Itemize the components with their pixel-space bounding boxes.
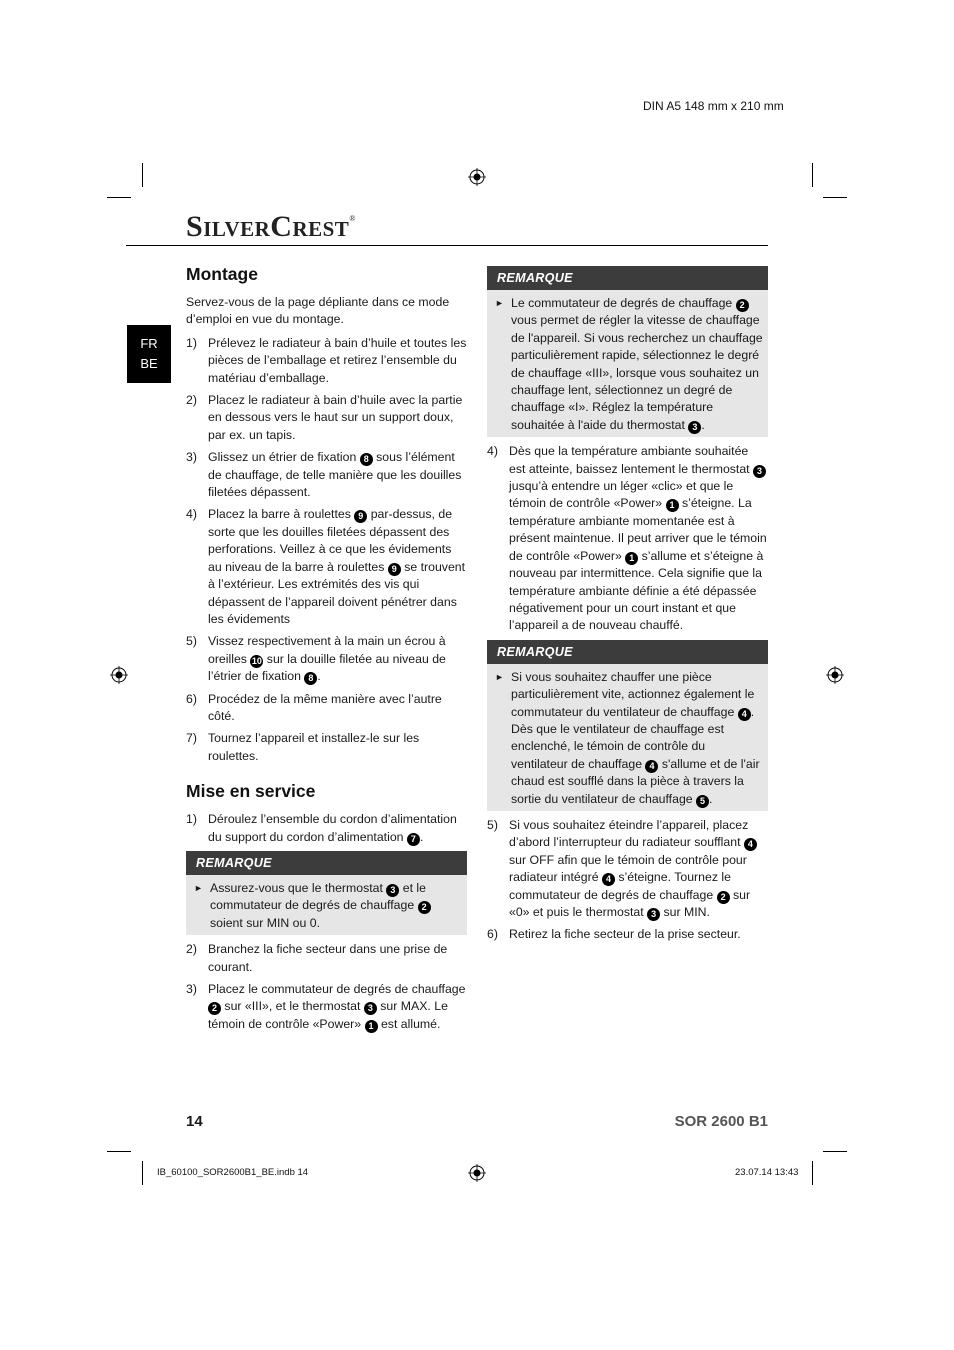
part-number-badge: 10 [251,655,262,666]
part-number-badge: 3 [364,1002,377,1015]
part-number-badge: 4 [645,760,658,773]
list-item: 3) Placez le commutateur de degrés de chauffage 2 sur «III», et le thermostat 3 sur MAX. Le témoin de contrôle «Power» 1 est allumé. [186,982,466,1031]
part-number-badge: 3 [647,908,660,921]
right-steps-b [487,817,768,944]
note-box: REMARQUE ► Assurez-vous que le thermostat 3 et le commutateur de degrés de chauffage 2 soient sur MIN ou 0. [186,851,467,935]
note-box: REMARQUE ► Si vous souhaitez chauffer une pièce particulièrement vite, actionnez également le commutateur du ventilateur de chauffage 4 . Dès que le ventilateur de chauffage est enclenché, le témoin de contrôle du ventilateur de chauffage 4 s'allume et de l'air chaud est soufflé dans la pièce à travers la sortie du ventilateur de chauffage 5 . [487,640,768,811]
part-number-badge: 2 [736,299,749,312]
crop-mark [142,163,143,187]
header-rule [126,245,768,246]
print-date-time: 23.07.14 13:43 [735,1167,799,1178]
montage-steps [186,335,467,765]
crop-mark [107,1151,131,1152]
language-tab [127,325,171,383]
note-heading: REMARQUE [487,640,768,664]
right-steps-a [487,443,768,634]
crop-mark [812,163,813,187]
part-number-badge: 1 [365,1020,378,1033]
note-heading: REMARQUE [487,266,768,290]
service-steps-continued [186,941,467,1033]
crop-mark [812,1161,813,1185]
registration-mark-icon [468,1164,486,1182]
part-number-badge: 7 [407,833,420,846]
language-code-fr: FR [140,336,158,351]
list-item: 1) Déroulez l’ensemble du cordon d’alimentation du support du cordon d’alimentation 7 . [186,812,457,844]
montage-intro: Servez-vous de la page dépliante dans ce mode d’emploi en vue du montage. [186,295,450,327]
part-number-badge: 2 [717,891,730,904]
file-name: IB_60100_SOR2600B1_BE.indb 14 [157,1167,309,1178]
crop-mark [107,197,131,198]
service-steps [186,811,467,846]
part-number-badge: 2 [418,901,431,914]
list-item: 7) Tournez l’appareil et installez-le sur les roulettes. [186,731,420,763]
list-item: 3) Glissez un étrier de fixation 8 sous l’élément de chauffage, de telle manière que les douilles filetées dépassent. [186,450,462,500]
part-number-badge: 3 [688,421,701,434]
part-number-badge: 1 [666,499,679,512]
list-item: 5) Vissez respectivement à la main un écrou à oreilles 10 sur la douille filetée au niveau de l’étrier de fixation 8 . [186,634,446,684]
part-number-badge: 2 [208,1002,221,1015]
registration-mark-icon [468,168,486,186]
page-number: 14 [186,1113,203,1130]
list-item: 6) Procédez de la même manière avec l’autre côté. [186,691,442,723]
note-box: REMARQUE ► Le commutateur de degrés de chauffage 2 vous permet de régler la vitesse de chauffage de l'appareil. Si vous recherchez un chauffage particulièrement rapide, sélectionnez le degré de chauffage «III», lorsque vous souhaitez un chauffage lent, sélectionnez un degré de chauffage «I». Réglez la température souhaitée à l'aide du thermostat 3 . [487,266,768,437]
left-column [186,262,467,1038]
note-heading: REMARQUE [186,851,467,875]
list-item: 2) Branchez la fiche secteur dans une prise de courant. [186,942,448,974]
list-item: 2) Placez le radiateur à bain d’huile avec la partie en dessous vers le haut sur un support doux, par ex. un tapis. [186,393,463,442]
language-code-be: BE [140,356,158,371]
part-number-badge: 8 [304,672,317,685]
section-title-montage: Montage [186,264,258,284]
crop-mark [823,197,847,198]
section-title-mise-en-service: Mise en service [186,781,316,802]
part-number-badge: 4 [744,838,757,851]
list-item: 5) Si vous souhaitez éteindre l’appareil, placez d’abord l’interrupteur du radiateur soufflant 4 sur OFF afin que le témoin de contrôle pour radiateur intégré 4 s’éteigne. Tournez le commutateur de degrés de chauffage 2 sur «0» et puis le thermostat 3 sur MIN. [487,817,768,921]
arrow-bullet-icon: ► [495,671,504,682]
part-number-badge: 4 [738,708,751,721]
part-number-badge: 1 [625,552,638,565]
part-number-badge: 9 [354,510,367,523]
model-number: SOR 2600 B1 [674,1113,768,1130]
part-number-badge: 4 [602,873,615,886]
part-number-badge: 5 [696,795,709,808]
registration-mark-icon [110,666,128,684]
right-column [487,266,768,949]
part-number-badge: 8 [360,453,373,466]
crop-mark [142,1161,143,1185]
arrow-bullet-icon: ► [194,882,203,893]
arrow-bullet-icon: ► [495,298,504,308]
brand-logo: SILVERCREST® [186,210,356,243]
part-number-badge: 9 [388,563,401,576]
paper-format-label: DIN A5 148 mm x 210 mm [643,99,784,113]
crop-mark [823,1151,847,1152]
registration-mark-icon [826,666,844,684]
list-item: 6) Retirez la fiche secteur de la prise secteur. [487,927,741,942]
list-item: 4) Dès que la température ambiante souhaitée est atteinte, baissez lentement le thermostat 3 jusqu’à entendre un léger «clic» et que le témoin de contrôle «Power» 1 s’éteigne. La température ambiante momentanée est à présent maintenue. Il peut arriver que le témoin de contrôle «Power» 1 s’allume et s’éteigne à nouveau par intermittence. Cela signifie que la température ambiante définie a été dépassée négativement pour un court instant et que l’appareil a de nouveau chauffé. [487,444,767,633]
part-number-badge: 3 [753,465,766,478]
list-item: 4) Placez la barre à roulettes 9 par-dessus, de sorte que les douilles filetées dépassent des perforations. Veillez à ce que les évidements au niveau de la barre à roulettes 9 se trouvent à l’extérieur. Les extrémités des vis qui dépassent de l’appareil doivent pénétrer dans les évidements [186,507,466,626]
part-number-badge: 3 [386,884,399,897]
list-item: 1) Prélevez le radiateur à bain d’huile et toutes les pièces de l’emballage et retirez l’ensemble du matériau d’emballage. [186,335,467,385]
